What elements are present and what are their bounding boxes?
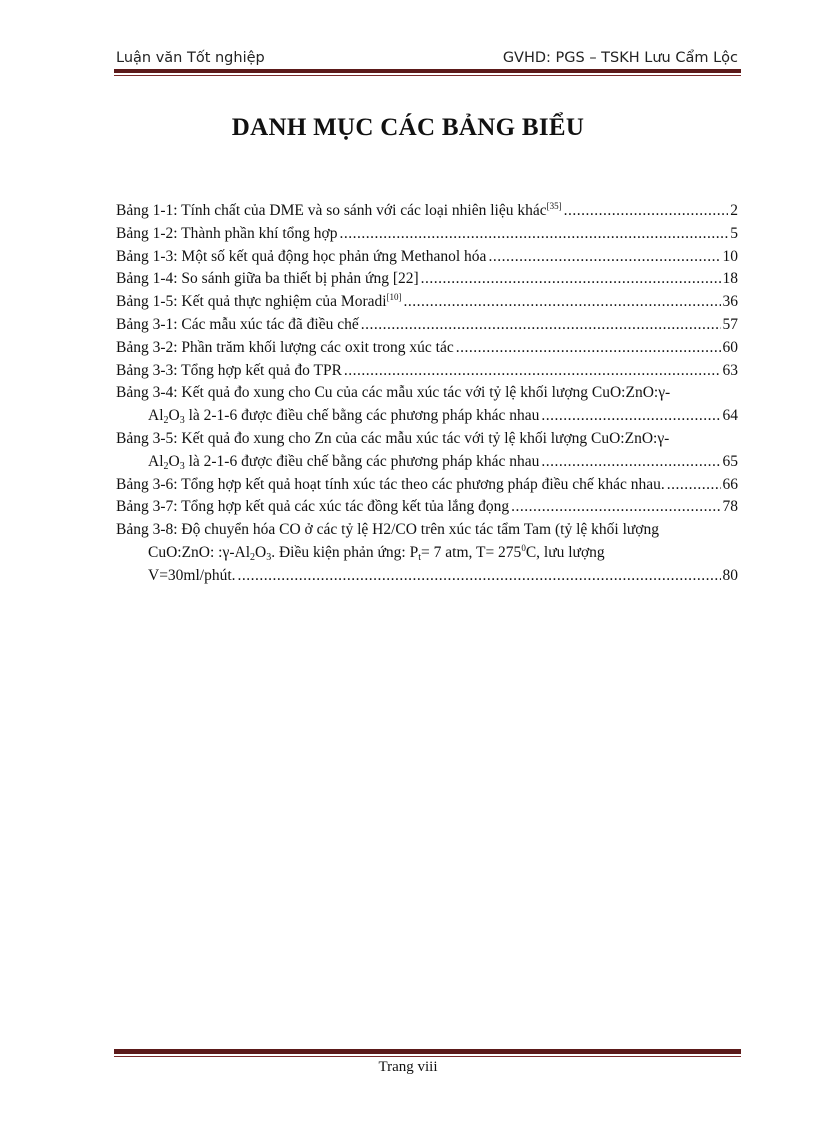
toc-entry-label: Bảng 1-4: So sánh giữa ba thiết bị phản ứng [22]	[116, 270, 419, 288]
table-of-contents	[116, 200, 738, 588]
toc-entry-label-cont: $Al_2O_3$ là 2-1-6 được điều chế bằng các phương pháp khác nhau	[148, 407, 540, 427]
toc-entry-label: Bảng 1-3: Một số kết quả động học phản ứng Methanol hóa	[116, 247, 487, 265]
toc-entry-label: Bảng 3-5: Kết quả đo xung cho Zn của các mẫu xúc tác với tỷ lệ khối lượng CuO:ZnO:γ-	[116, 429, 670, 447]
toc-entry[interactable]	[116, 360, 738, 383]
toc-entry-page: 5	[730, 224, 738, 242]
toc-entry-page: 64	[722, 407, 738, 425]
header-rule-thin	[114, 75, 741, 76]
page-title: DANH MỤC CÁC BẢNG BIỂU	[231, 114, 585, 141]
toc-entry-page: 18	[722, 270, 738, 288]
toc-entry-label: Bảng 1-2: Thành phần khí tổng hợp	[116, 224, 338, 242]
thesis-label: Luận văn Tốt nghiệp	[116, 50, 265, 66]
toc-entry[interactable]	[116, 268, 738, 291]
dot-leader	[404, 291, 721, 314]
toc-entry-label-cont: $Al_2O_3$ là 2-1-6 được điều chế bằng các phương pháp khác nhau	[148, 452, 540, 472]
toc-entry-page: 63	[722, 361, 738, 379]
dot-leader	[361, 314, 721, 337]
toc-entry-page: 36	[722, 293, 738, 311]
toc-entry-page: 10	[722, 247, 738, 265]
advisor-label: GVHD: PGS – TSKH Lưu Cẩm Lộc	[502, 50, 738, 66]
dot-leader	[541, 451, 720, 474]
toc-entry[interactable]	[116, 246, 738, 269]
toc-entry[interactable]	[116, 496, 738, 519]
toc-entry[interactable]	[116, 337, 738, 360]
toc-entry-page: 80	[722, 566, 738, 584]
toc-entry-label: Bảng 3-2: Phần trăm khối lượng các oxit trong xúc tác	[116, 338, 454, 356]
dot-leader	[488, 246, 720, 269]
toc-entry-label: Bảng 3-3: Tổng hợp kết quả đo TPR	[116, 361, 342, 379]
toc-entry[interactable]	[116, 200, 738, 223]
dot-leader	[456, 337, 721, 360]
toc-entry-label: Bảng 3-1: Các mẫu xúc tác đã điều chế	[116, 315, 359, 333]
toc-entry[interactable]	[116, 519, 738, 587]
toc-entry[interactable]	[116, 291, 738, 314]
toc-entry-label: Bảng 3-4: Kết quả đo xung cho Cu của các mẫu xúc tác với tỷ lệ khối lượng CuO:ZnO:γ-	[116, 384, 671, 402]
dot-leader	[541, 405, 720, 428]
toc-entry-label: Bảng 1-1: Tính chất của DME và so sánh với các loại nhiên liệu khác[35]	[116, 201, 562, 219]
toc-entry[interactable]	[116, 474, 738, 497]
toc-entry-label-cont: CuO:ZnO: $:\gamma-Al_2O_3$. Điều kiện phản ứng: $P_t= 7$ atm, $T= 275^0C$, lưu lượng	[148, 542, 605, 563]
toc-entry-page: 60	[722, 338, 738, 356]
page-number: Trang viii	[378, 1059, 438, 1075]
toc-entry[interactable]	[116, 382, 738, 428]
toc-entry-label: Bảng 3-8: Độ chuyển hóa CO ở các tỷ lệ H2/CO trên xúc tác tẩm Tam (tỷ lệ khối lượng	[116, 521, 659, 539]
toc-entry-page: 66	[722, 475, 738, 493]
dot-leader	[667, 474, 721, 497]
toc-entry-page: 65	[722, 452, 738, 470]
toc-entry[interactable]	[116, 428, 738, 474]
page-header	[116, 48, 738, 68]
dot-leader	[511, 496, 720, 519]
toc-entry-page: 2	[730, 202, 738, 219]
toc-entry-label: Bảng 1-5: Kết quả thực nghiệm của Moradi[10]	[116, 292, 402, 311]
dot-leader	[339, 223, 728, 246]
toc-entry-label-cont: V=30ml/phút.	[148, 566, 236, 584]
footer-rule	[114, 1049, 741, 1054]
toc-entry-label: Bảng 3-7: Tổng hợp kết quả các xúc tác đồng kết tủa lắng đọng	[116, 498, 510, 516]
dot-leader	[238, 565, 721, 588]
dot-leader	[344, 360, 721, 383]
toc-entry-page: 57	[722, 315, 738, 333]
dot-leader	[421, 268, 721, 291]
toc-entry[interactable]	[116, 314, 738, 337]
footer-rule-thin	[114, 1056, 741, 1057]
toc-entry-page: 78	[722, 498, 738, 516]
header-rule	[114, 69, 741, 73]
toc-entry[interactable]	[116, 223, 738, 246]
dot-leader	[564, 200, 729, 223]
toc-entry-label: Bảng 3-6: Tổng hợp kết quả hoạt tính xúc tác theo các phương pháp điều chế khác nhau.	[116, 475, 665, 493]
